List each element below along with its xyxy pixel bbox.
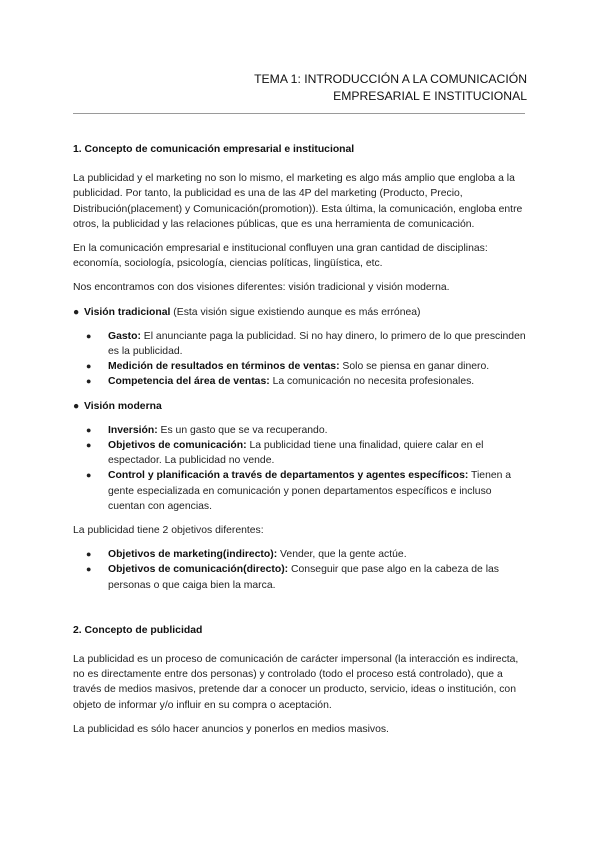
section-1-heading: 1. Concepto de comunicación empresarial e institucional xyxy=(73,144,355,155)
sub-bullet-icon: ● xyxy=(86,376,92,387)
title-line-2: EMPRESARIAL E INSTITUCIONAL xyxy=(333,89,527,103)
sub-bullet-icon: ● xyxy=(86,470,92,481)
traditional-vision-note: (Esta visión sigue existiendo aunque es más errónea) xyxy=(170,306,421,318)
list-item xyxy=(73,359,528,374)
list-item-term: Gasto: xyxy=(108,330,141,342)
list-item-term: Objetivos de comunicación: xyxy=(108,440,247,452)
list-item-text: Es un gasto que se va recuperando. xyxy=(157,424,328,436)
list-item-text: Solo se piensa en ganar dinero. xyxy=(339,361,490,373)
list-item xyxy=(73,374,528,389)
list-item xyxy=(73,438,528,468)
list-item-text: Conseguir que pase algo en la cabeza de las personas o que caiga bien la marca. xyxy=(108,564,499,591)
section-2-heading: 2. Concepto de publicidad xyxy=(73,624,203,636)
list-item-text: Vender, que la gente actúe. xyxy=(277,549,407,561)
title-line-1: TEMA 1: INTRODUCCIÓN A LA COMUNICACIÓN xyxy=(254,72,527,86)
list-item-term: Competencia del área de ventas: xyxy=(108,376,270,388)
modern-vision-bullet xyxy=(73,399,528,414)
list-item-text: La comunicación no necesita profesionales. xyxy=(269,376,475,388)
list-item-term: Objetivos de marketing(indirecto): xyxy=(108,549,278,561)
traditional-vision-label: Visión tradicional xyxy=(84,306,171,318)
section-1-paragraph-4: La publicidad tiene 2 objetivos diferentes: xyxy=(73,525,264,537)
sub-bullet-icon: ● xyxy=(86,424,92,435)
sub-bullet-icon: ● xyxy=(86,440,92,451)
list-item-text: La publicidad tiene una finalidad, quiere calar en el espectador. La publicidad no vende. xyxy=(108,440,484,467)
list-item xyxy=(73,468,528,514)
list-item xyxy=(73,562,528,592)
list-item-term: Objetivos de comunicación(directo): xyxy=(108,564,289,576)
section-2-paragraph-1: La publicidad es un proceso de comunicación de carácter impersonal (la interacción es indirecta, no es directamente entre dos personas) y controlado (todo el proceso está controlado), que a través de medios masivos, pretende dar a conocer un producto, servicio, ideas o institución, con objeto de informar y/o influir en su compra o aceptación. xyxy=(73,654,519,711)
list-item-text: Tienen a gente especializada en comunicación y ponen departamentos específicos e incluso cuentan con agencias. xyxy=(108,470,512,512)
list-item xyxy=(73,547,528,562)
header-divider xyxy=(73,113,525,114)
section-1-paragraph-3: Nos encontramos con dos visiones diferentes: visión tradicional y visión moderna. xyxy=(73,282,450,294)
bullet-icon: ● xyxy=(73,400,80,412)
document-header xyxy=(127,71,527,105)
traditional-vision-bullet xyxy=(73,305,528,320)
sub-bullet-icon: ● xyxy=(86,564,92,575)
section-1-paragraph-2: En la comunicación empresarial e institucional confluyen una gran cantidad de disciplinas: economía, sociología, psicología, ciencias políticas, lingüística, etc. xyxy=(73,243,488,270)
list-item xyxy=(73,329,528,359)
section-2-paragraph-2: La publicidad es sólo hacer anuncios y ponerlos en medios masivos. xyxy=(73,723,389,735)
bullet-icon: ● xyxy=(73,306,80,318)
sub-bullet-icon: ● xyxy=(86,549,92,560)
list-item-term: Control y planificación a través de departamentos y agentes específicos: xyxy=(108,470,469,482)
list-item xyxy=(73,423,528,438)
section-1-paragraph-1: La publicidad y el marketing no son lo mismo, el marketing es algo más amplio que engloba a la publicidad. Por tanto, la publicidad es una de las 4P del marketing (Producto, Precio, Distribución(placement) y Comunicación(promotion)). Esta última, la comunicación, engloba entre otros, la publicidad y las relaciones públicas, que es una herramienta de comunicación. xyxy=(73,173,523,230)
sub-bullet-icon: ● xyxy=(86,330,92,341)
list-item-term: Medición de resultados en términos de ventas: xyxy=(108,361,340,373)
modern-vision-label: Visión moderna xyxy=(84,400,162,412)
document-body xyxy=(73,142,528,737)
list-item-text: El anunciante paga la publicidad. Si no hay dinero, lo primero de lo que prescinden es la publicidad. xyxy=(108,330,526,358)
sub-bullet-icon: ● xyxy=(86,361,92,372)
list-item-term: Inversión: xyxy=(108,424,158,436)
